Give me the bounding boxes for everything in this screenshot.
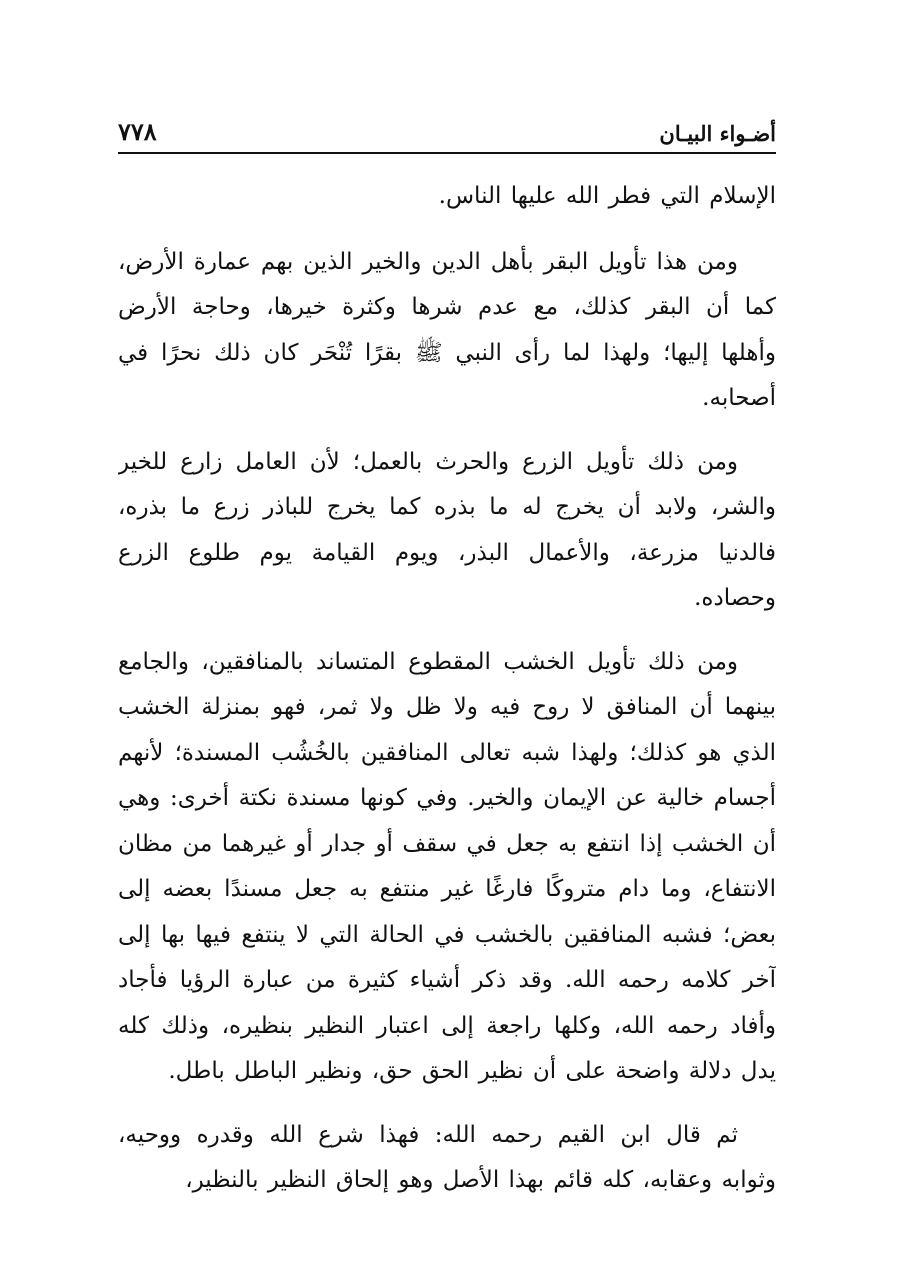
running-title: أضـواء البيـان	[659, 121, 776, 146]
running-header	[118, 108, 776, 154]
paragraph-crop-interpretation: ومن ذلك تأويل الزرع والحرث بالعمل؛ لأن العامل زارع للخير والشر، ولابد أن يخرج له ما بذره كما يخرج للباذر زرع ما بذره، فالدنيا مزرعة، والأعمال البذر، ويوم القيامة يوم طلوع الزرع وحصاده.	[118, 448, 776, 611]
paragraph-ibn-alqayyim-quote: ثم قال ابن القيم رحمه الله: فهذا شرع الله وقدره ووحيه، وثوابه وعقابه، كله قائم بهذا الأصل وهو إلحاق النظير بالنظير،	[118, 1121, 776, 1193]
page-number: ٧٧٨	[118, 117, 157, 146]
paragraph-timber-interpretation: ومن ذلك تأويل الخشب المقطوع المتساند بالمنافقين، والجامع بينهما أن المنافق لا روح فيه ولا ظل ولا ثمر، فهو بمنزلة الخشب الذي هو كذلك؛ ولهذا شبه تعالى المنافقين بالخُشُب المسندة؛ لأنهم أجسام خالية عن الإيمان والخير. وفي كونها مسندة نكتة أخرى: وهي أن الخشب إذا انتفع به جعل في سقف أو جدار أو غيرهما من مظان الانتفاع، وما دام متروكًا فارغًا غير منتفع به جعل مسندًا بعضه إلى بعض؛ فشبه المنافقين بالخشب في الحالة التي لا ينتفع فيها بها إلى آخر كلامه رحمه الله. وقد ذكر أشياء كثيرة من عبارة الرؤيا فأجاد وأفاد رحمه الله، وكلها راجعة إلى اعتبار النظير بنظيره، وذلك كله يدل دلالة واضحة على أن نظير الحق حق، ونظير الباطل باطل.	[118, 648, 776, 1084]
book-page	[118, 108, 776, 1218]
paragraph-continuation: الإسلام التي فطر الله عليها الناس.	[438, 183, 776, 209]
body-text	[118, 154, 776, 1204]
paragraph-cow-interpretation: ومن هذا تأويل البقر بأهل الدين والخير الذين بهم عمارة الأرض، كما أن البقر كذلك، مع عدم شرها وكثرة خيرها، وحاجة الأرض وأهلها إليها؛ ولهذا لما رأى النبي ﷺ بقرًا تُنْحَر كان ذلك نحرًا في أصحابه.	[118, 248, 776, 411]
